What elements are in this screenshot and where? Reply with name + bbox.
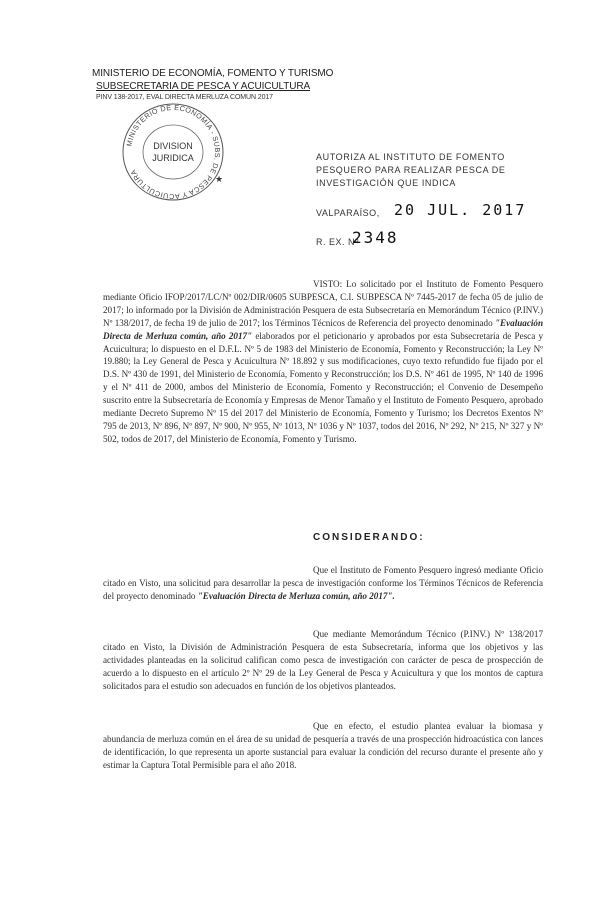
seal-star-icon: ★ [215, 174, 224, 184]
considerando-1-text: Que el Instituto de Fomento Pesquero ingresó mediante Oficio citado en Visto, una solicitud para desarrollar la pesca de investigación conforme los Términos Técnicos de Referencia del proyecto denominado [103, 565, 543, 601]
visto-text-pre: Lo solicitado por el Instituto de Fomento Pesquero mediante Oficio IFOP/2017/LC/Nº 002/DIR/0605 SUBPESCA, C.I. SUBPESCA Nº 7445-2017 de fecha 05 de julio de 2017; lo informado por la División de Administración Pesquera de esta Subsecretaría en Memorándum Técnico (P.INV.) Nº 138/2017, de fecha 19 de julio de 2017; los Términos Técnicos de Referencia del proyecto denominado [103, 279, 543, 328]
visto-project-name: "Evaluación Directa de Merluza común, año 2017" [103, 317, 543, 341]
visto-text-post: elaborados por el peticionario y aprobados por esta Subsecretaría de Pesca y Acuicultura; lo dispuesto en el D.F.L. Nº 5 de 1983 del Ministerio de Economía, Fomento y Reconstrucción; la Ley Nº 19.880; la Ley General de Pesca y Acuicultura Nº 18.892 y sus modificaciones, cuyo texto refundido fue fijado por el D.S. Nº 430 de 1991, del Ministerio de Economía, Fomento y Reconstrucción; los D.S. Nº 461 de 1995, Nº 140 de 1996 y el Nº 411 de 2000, ambos del Ministerio de Economía, Fomento y Reconstrucción; el Convenio de Desempeño suscrito entre la Subsecretaría de Economía y Empresas de Menor Tamaño y el Instituto de Fomento Pesquero, aprobado mediante Decreto Supremo Nº 15 del 2017 del Ministerio de Economía, Fomento y Turismo; los Decretos Exentos Nº 795 de 2013, Nº 896, Nº 897, Nº 900, Nº 955, Nº 1013, Nº 1036 y Nº 1037, todos del 2016, Nº 292, Nº 215, Nº 327 y Nº 502, todos de 2017, del Ministerio de Economía, Fomento y Turismo. [103, 330, 543, 444]
authorize-title: AUTORIZA AL INSTITUTO DE FOMENTO PESQUERO PARA REALIZAR PESCA DE INVESTIGACIÓN QUE INDICA [316, 152, 506, 188]
visto-lead: VISTO: [313, 279, 343, 289]
division-juridica-seal [118, 100, 228, 204]
ministry-header: MINISTERIO DE ECONOMÍA, FOMENTO Y TURISMO [92, 68, 334, 79]
resolution-number: 2348 [352, 228, 399, 247]
seal-center-line1: DIVISION [153, 141, 193, 151]
seal-inner-ring [143, 125, 203, 179]
considerando-1-project-name: "Evaluación Directa de Merluza común, año 2017". [197, 590, 395, 601]
visto-paragraph [103, 278, 543, 446]
considerando-paragraph-3: Que en efecto, el estudio plantea evaluar la biomasa y abundancia de merluza común en el área de su unidad de pesquería a través de una prospección hidroacústica con lances de identificación, lo que representa un aporte sustancial para evaluar la condición del recurso durante el presente año y estimar la Captura Total Permisible para el año 2018. [103, 721, 543, 770]
considerando-paragraph-1 [103, 564, 543, 603]
considerando-heading: CONSIDERANDO: [313, 532, 425, 543]
subsecretaria-header: SUBSECRETARIA DE PESCA Y ACUICULTURA [96, 81, 311, 92]
date-stamp: 20 JUL. 2017 [394, 201, 527, 219]
resolution-label: R. EX. Nº [316, 237, 359, 247]
considerando-paragraph-2: Que mediante Memorándum Técnico (P.INV.) Nº 138/2017 citado en Visto, la División de Administración Pesquera de esta Subsecretaría, informa que los objetivos y las actividades planteadas en la solicitud califican como pesca de investigación con carácter de pesca de prospección de acuerdo a lo dispuesto en el artículo 2º Nº 29 de la Ley General de Pesca y Acuicultura y que los montos de captura solicitados para el estudio son adecuados en función de los objetivos planteados. [103, 629, 543, 691]
seal-center-line2: JURIDICA [152, 153, 194, 163]
place-label: VALPARAÍSO, [316, 208, 380, 218]
seal-ring-text: MINISTERIO DE ECONOMÍA - SUBS. DE PESCA Y ACUICULTURA [124, 102, 223, 202]
reference-line: PINV 138-2017, EVAL DIRECTA MERLUZA COMUN 2017 [96, 94, 273, 101]
seal-graphic [118, 100, 228, 204]
